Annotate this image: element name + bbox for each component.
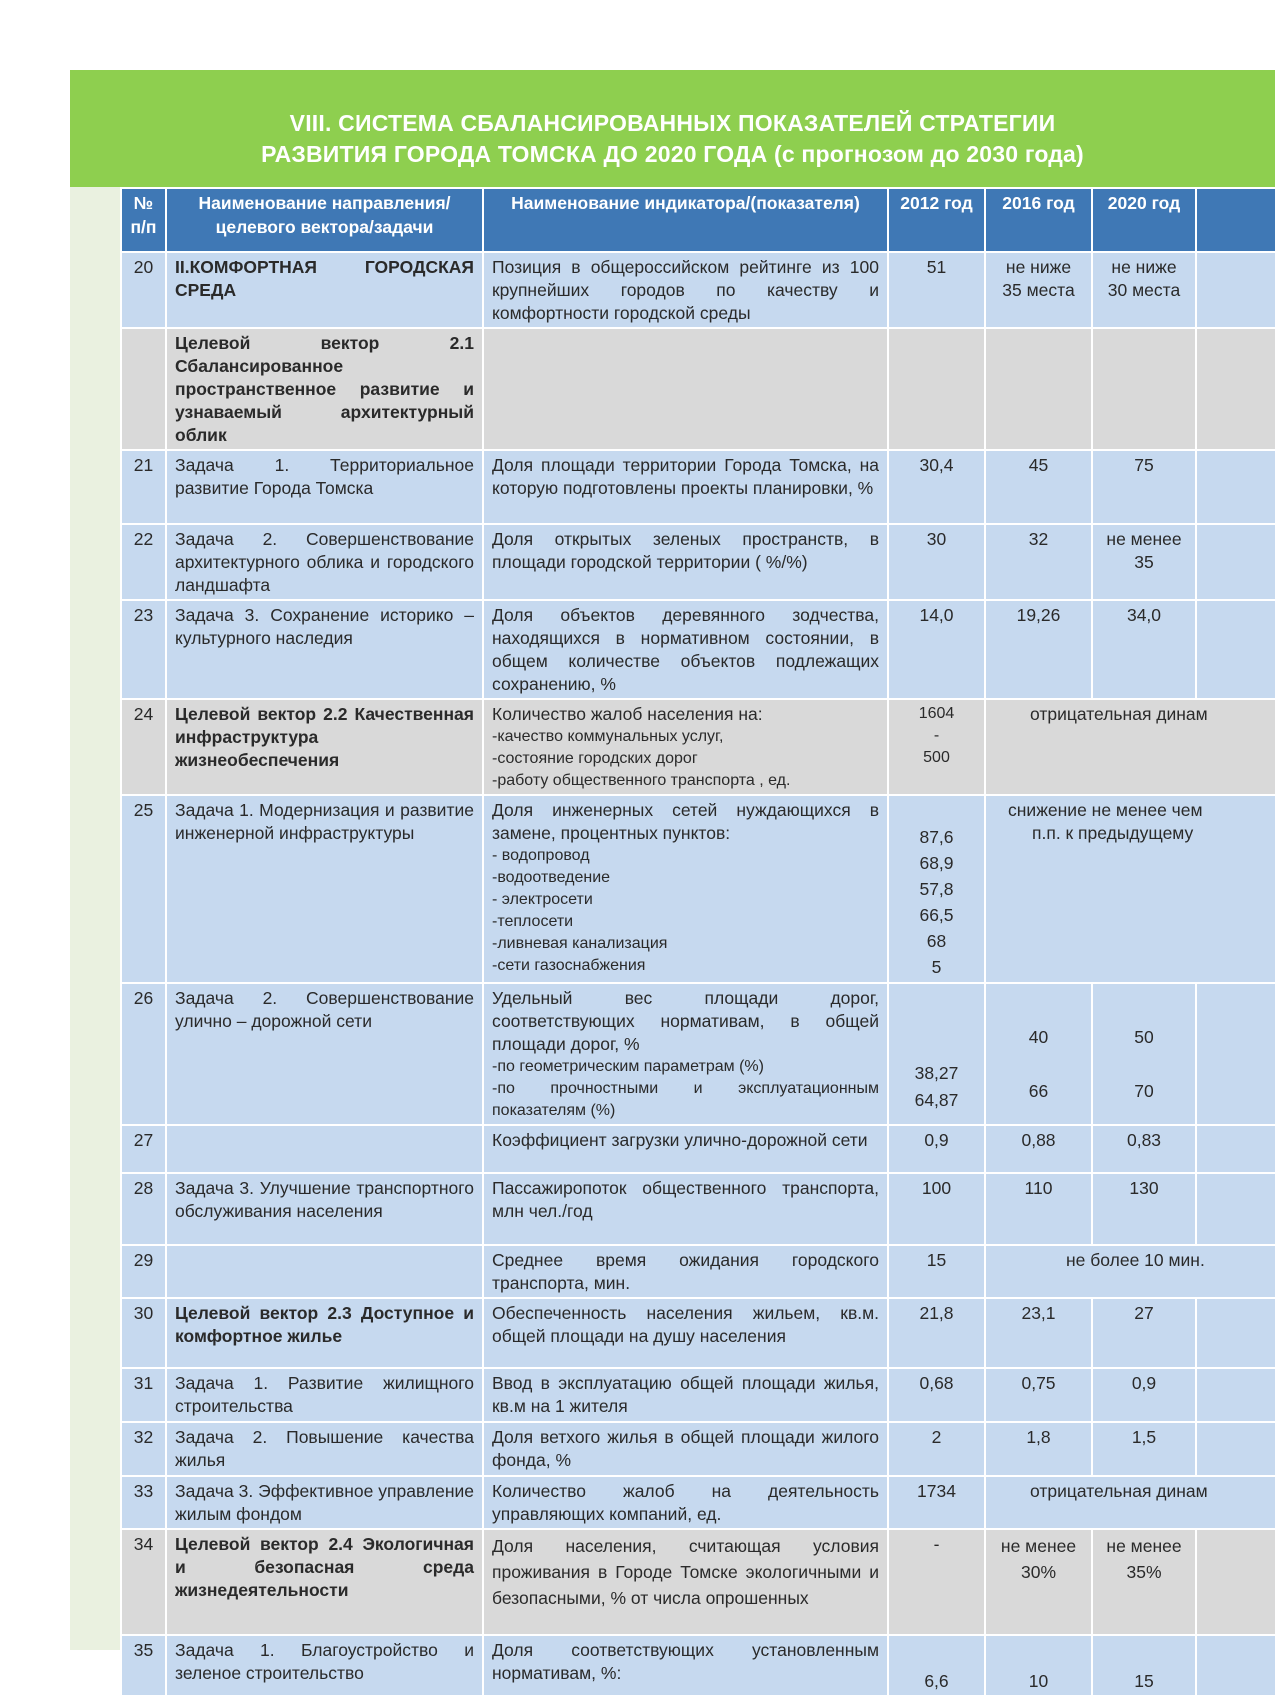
table-row [121, 524, 1275, 600]
value-item: 87,6 [919, 827, 954, 847]
row-indicator: Коэффициент загрузки улично-дорожной сети [483, 1125, 888, 1173]
indicator-heading: Удельный вес площади дорог, соответствующих нормативам, в общей площади дорог, % [492, 988, 879, 1054]
header-2016: 2016 год [985, 188, 1092, 252]
value-item: 68 [926, 931, 947, 951]
row-direction: Задача 1. Модернизация и развитие инженерной инфраструктуры [166, 795, 483, 983]
table-row [121, 1245, 1275, 1298]
value-2012: 14,0 [888, 600, 985, 699]
trend-line-1: снижение не менее чем [1008, 800, 1203, 820]
row-num: 33 [121, 1476, 166, 1529]
value-next [1196, 450, 1275, 524]
value-2012: 100 [888, 1173, 985, 1245]
value-2020 [1092, 983, 1196, 1125]
indicator-item: -качество коммунальных услуг, [492, 728, 724, 745]
table-row [121, 1476, 1275, 1529]
value-2012 [888, 983, 985, 1125]
row-indicator: Доля открытых зеленых пространств, в площади городской территории ( %/%) [483, 524, 888, 600]
row-num: 35 [121, 1635, 166, 1696]
row-num: 30 [121, 1298, 166, 1368]
value-2012 [888, 328, 985, 450]
indicator-item: -работу общественного транспорта , ед. [492, 772, 791, 789]
value-item: 40 [1028, 1027, 1049, 1047]
title-line-1: VIII. СИСТЕМА СБАЛАНСИРОВАННЫХ ПОКАЗАТЕЛЕЙ СТРАТЕГИИ [289, 110, 1056, 136]
title-banner [70, 70, 1275, 187]
row-direction: Целевой вектор 2.4 Экологичная и безопасная среда жизнедеятельности [166, 1529, 483, 1635]
value-2020: 34,0 [1092, 600, 1196, 699]
indicator-item: -ливневая канализация [492, 935, 668, 952]
value-2012: 30 [888, 524, 985, 600]
value-2012: 6,6 [888, 1635, 985, 1696]
table-header-row [121, 188, 1275, 252]
value-next [1196, 252, 1275, 328]
trend-value: отрицательная динам [985, 1476, 1275, 1529]
indicator-item: -по прочностными и эксплуатационным показателям (%) [492, 1080, 879, 1119]
value-next [1196, 1529, 1275, 1635]
value-2016: 1,8 [985, 1422, 1092, 1476]
table-row [121, 600, 1275, 699]
trend-line-2: п.п. к предыдущему [1032, 823, 1194, 843]
table-row [121, 328, 1275, 450]
row-num [121, 328, 166, 450]
value-item: 1604 [918, 705, 955, 722]
value-2020: 0,83 [1092, 1125, 1196, 1173]
indicator-item: -теплосети [492, 913, 574, 930]
row-num: 20 [121, 252, 166, 328]
row-indicator: Пассажиропоток общественного транспорта, млн чел./год [483, 1173, 888, 1245]
value-2012: 1734 [888, 1476, 985, 1529]
trend-value [985, 795, 1275, 983]
value-spacer [1101, 1051, 1187, 1078]
value-item: 68,9 [919, 853, 954, 873]
row-num: 26 [121, 983, 166, 1125]
indicator-item: -состояние городских дорог [492, 750, 698, 767]
header-2020: 2020 год [1092, 188, 1196, 252]
row-num: 23 [121, 600, 166, 699]
row-num: 29 [121, 1245, 166, 1298]
value-item: 57,8 [919, 879, 954, 899]
row-indicator [483, 983, 888, 1125]
value-2012: 30,4 [888, 450, 985, 524]
trend-value: не более 10 мин. [985, 1245, 1275, 1298]
value-2012: 21,8 [888, 1298, 985, 1368]
table-row [121, 1529, 1275, 1635]
table-row [121, 1368, 1275, 1422]
value-item: 64,87 [914, 1090, 959, 1110]
row-num: 32 [121, 1422, 166, 1476]
value-next [1196, 1125, 1275, 1173]
row-indicator: Доля площади территории Города Томска, на которую подготовлены проекты планировки, % [483, 450, 888, 524]
row-num: 25 [121, 795, 166, 983]
value-2016: 10 [985, 1635, 1092, 1696]
value-2016 [985, 328, 1092, 450]
row-num: 34 [121, 1529, 166, 1635]
row-num: 24 [121, 699, 166, 795]
value-2020: 1,5 [1092, 1422, 1196, 1476]
table-row [121, 252, 1275, 328]
value-item: 5 [931, 957, 942, 977]
row-indicator [483, 328, 888, 450]
row-indicator: Ввод в эксплуатацию общей площади жилья, кв.м на 1 жителя [483, 1368, 888, 1422]
row-direction: Целевой вектор 2.2 Качественная инфраструктура жизнеобеспечения [166, 699, 483, 795]
table-row [121, 1422, 1275, 1476]
row-indicator: Обеспеченность населения жильем, кв.м. общей площади на душу населения [483, 1298, 888, 1368]
value-2016: не менее 30% [985, 1529, 1092, 1635]
table-row [121, 795, 1275, 983]
value-2016: 0,88 [985, 1125, 1092, 1173]
row-direction: Задача 2. Совершенствование архитектурного облика и городского ландшафта [166, 524, 483, 600]
value-item: 500 [923, 749, 950, 766]
row-direction [166, 1125, 483, 1173]
value-item: - [933, 727, 940, 744]
indicator-table [120, 187, 1275, 1697]
indicator-item: -по геометрическим параметрам (%) [492, 1058, 764, 1075]
indicator-item: -сети газоснабжения [492, 957, 646, 974]
value-item: 70 [1134, 1081, 1154, 1101]
value-2020: 0,9 [1092, 1368, 1196, 1422]
value-2016: 45 [985, 450, 1092, 524]
value-next [1196, 1635, 1275, 1696]
row-indicator: Позиция в общероссийском рейтинге из 100 крупнейших городов по качеству и комфортности городской среды [483, 252, 888, 328]
indicator-item: -водоотведение [492, 869, 611, 886]
table-row [121, 450, 1275, 524]
value-2016: 19,26 [985, 600, 1092, 699]
row-num: 28 [121, 1173, 166, 1245]
value-next [1196, 524, 1275, 600]
row-direction: II.КОМФОРТНАЯ ГОРОДСКАЯ СРЕДА [166, 252, 483, 328]
indicator-item: - электросети [492, 891, 593, 908]
value-2016 [985, 983, 1092, 1125]
row-direction: Задача 1. Развитие жилищного строительства [166, 1368, 483, 1422]
row-indicator: Доля соответствующих установленным нормативам, %: [483, 1635, 888, 1696]
indicator-heading: Доля инженерных сетей нуждающихся в замене, процентных пунктов: [492, 800, 879, 843]
table-row [121, 699, 1275, 795]
value-2020 [1092, 328, 1196, 450]
indicator-heading: Количество жалоб населения на: [492, 704, 763, 724]
value-spacer [994, 1051, 1083, 1078]
row-num: 31 [121, 1368, 166, 1422]
left-margin-strip [70, 187, 120, 1650]
value-2012: 51 [888, 252, 985, 328]
trend-value: отрицательная динам [985, 699, 1275, 795]
value-2012 [888, 795, 985, 983]
value-2016: 110 [985, 1173, 1092, 1245]
value-next [1196, 328, 1275, 450]
row-indicator: Количество жалоб на деятельность управляющих компаний, ед. [483, 1476, 888, 1529]
row-indicator: Среднее время ожидания городского транспорта, мин. [483, 1245, 888, 1298]
value-2020: не менее 35 [1092, 524, 1196, 600]
header-next [1196, 188, 1275, 252]
table-row [121, 1298, 1275, 1368]
value-2016: 0,75 [985, 1368, 1092, 1422]
value-2012 [888, 699, 985, 795]
row-indicator: Доля населения, считающая условия проживания в Городе Томске экологичными и безопасными, % от числа опрошенных [483, 1529, 888, 1635]
value-2012: 0,68 [888, 1368, 985, 1422]
value-2016: 32 [985, 524, 1092, 600]
page-title [70, 108, 1275, 170]
value-2012: 0,9 [888, 1125, 985, 1173]
value-next [1196, 1173, 1275, 1245]
value-2020: не менее 35% [1092, 1529, 1196, 1635]
row-direction: Задача 3. Эффективное управление жилым фондом [166, 1476, 483, 1529]
value-2020: 27 [1092, 1298, 1196, 1368]
header-direction: Наименование направления/ целевого вектора/задачи [166, 188, 483, 252]
value-item: 66,5 [919, 905, 954, 925]
row-direction: Целевой вектор 2.3 Доступное и комфортное жилье [166, 1298, 483, 1368]
value-next [1196, 983, 1275, 1125]
value-item: 50 [1134, 1027, 1154, 1047]
indicator-item: - водопровод [492, 847, 590, 864]
value-2012: 2 [888, 1422, 985, 1476]
header-indicator: Наименование индикатора/(показателя) [483, 188, 888, 252]
row-num: 21 [121, 450, 166, 524]
value-2020: 75 [1092, 450, 1196, 524]
table-row [121, 983, 1275, 1125]
value-next [1196, 1422, 1275, 1476]
row-indicator: Доля объектов деревянного зодчества, находящихся в нормативном состоянии, в общем количестве объектов подлежащих сохранению, % [483, 600, 888, 699]
row-direction: Целевой вектор 2.1 Сбалансированное пространственное развитие и узнаваемый архитектурный облик [166, 328, 483, 450]
header-2012: 2012 год [888, 188, 985, 252]
value-2016: 23,1 [985, 1298, 1092, 1368]
value-2016: не ниже 35 места [985, 252, 1092, 328]
value-2020: 130 [1092, 1173, 1196, 1245]
table-row [121, 1635, 1275, 1696]
row-direction: Задача 2. Повышение качества жилья [166, 1422, 483, 1476]
value-item: 66 [1028, 1081, 1049, 1101]
title-line-2: РАЗВИТИЯ ГОРОДА ТОМСКА ДО 2020 ГОДА (с прогнозом до 2030 года) [261, 141, 1084, 167]
value-next [1196, 1368, 1275, 1422]
table-row [121, 1173, 1275, 1245]
header-num: № п/п [121, 188, 166, 252]
value-2012: 15 [888, 1245, 985, 1298]
row-direction: Задача 1. Территориальное развитие Города Томска [166, 450, 483, 524]
value-2020: 15 [1092, 1635, 1196, 1696]
value-next [1196, 1298, 1275, 1368]
value-2012: - [888, 1529, 985, 1635]
row-indicator [483, 699, 888, 795]
value-next [1196, 600, 1275, 699]
row-num: 27 [121, 1125, 166, 1173]
row-indicator: Доля ветхого жилья в общей площади жилого фонда, % [483, 1422, 888, 1476]
row-num: 22 [121, 524, 166, 600]
row-direction: Задача 1. Благоустройство и зеленое строительство [166, 1635, 483, 1696]
row-indicator [483, 795, 888, 983]
row-direction: Задача 3. Сохранение историко – культурного наследия [166, 600, 483, 699]
row-direction: Задача 3. Улучшение транспортного обслуживания населения [166, 1173, 483, 1245]
row-direction: Задача 2. Совершенствование улично – дорожной сети [166, 983, 483, 1125]
table-row [121, 1125, 1275, 1173]
row-direction [166, 1245, 483, 1298]
value-2020: не ниже 30 места [1092, 252, 1196, 328]
value-item: 38,27 [914, 1063, 959, 1083]
